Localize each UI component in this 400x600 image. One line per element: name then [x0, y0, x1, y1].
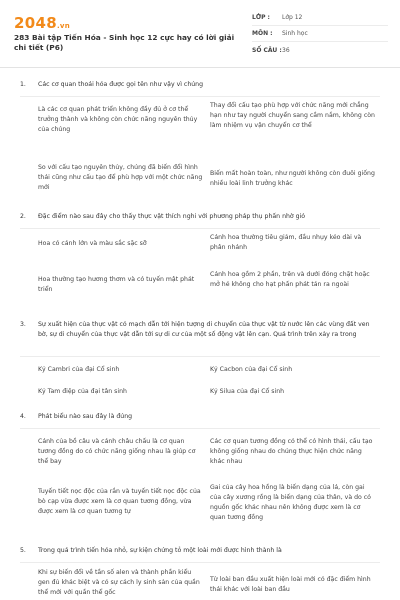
option-c[interactable]: Kỷ Tam điệp của đại tân sinh	[38, 388, 127, 395]
option-b[interactable]: Cánh hoa thường tiêu giảm, đầu nhụy kéo dài và phân nhánh	[210, 234, 362, 251]
question-text: Các cơ quan thoái hóa được gọi tên như vậy vì chúng	[38, 81, 204, 88]
meta-value: 36	[282, 46, 290, 54]
option-a[interactable]: Kỷ Cambri của đại Cổ sinh	[38, 366, 120, 373]
option-a[interactable]: Là các cơ quan phát triển không đầy đủ ở cơ thể trưởng thành và không còn chức năng nguyên thủy của chúng	[38, 106, 198, 133]
meta-row-count	[252, 42, 388, 58]
meta-key: MÔN :	[252, 30, 273, 37]
meta-table	[252, 10, 388, 58]
logo-suffix: .vn	[56, 22, 71, 30]
logo-text: 2048	[14, 14, 57, 32]
option-b[interactable]: Các cơ quan tương đồng có thể có hình thái, cấu tạo không giống nhau do chúng thực hiện chức năng khác nhau	[210, 438, 373, 465]
options-grid	[20, 562, 380, 600]
question-number: 5.	[20, 547, 26, 554]
options-grid	[20, 228, 380, 320]
option-c[interactable]: Tuyến tiết nọc độc của rắn và tuyến tiết nọc độc của bò cạp vừa được xem là cơ quan tương đồng, vừa được xem là cơ quan tương tự	[38, 488, 201, 515]
document-header	[0, 0, 400, 68]
question-text: Phát biểu nào sau đây là đúng	[38, 413, 133, 420]
option-b[interactable]: Từ loài ban đầu xuất hiện loài mới có đặc điểm hình thái khác với loài ban đầu	[210, 576, 371, 593]
question-number: 3.	[20, 321, 26, 328]
meta-value: Sinh học	[282, 30, 308, 37]
options-grid	[20, 428, 380, 560]
options-grid	[20, 96, 380, 224]
meta-key: SỐ CÂU :	[252, 46, 282, 54]
option-c[interactable]: Hoa thường tạo hương thơm và có tuyến mật phát triển	[38, 276, 195, 293]
question-text: Trong quá trình tiến hóa nhỏ, sự kiện chứng tỏ một loài mới được hình thành là	[38, 547, 282, 554]
option-a[interactable]: Cánh của bồ câu và cánh châu chấu là cơ quan tương đồng do có chức năng giống nhau là giúp cơ thể bay	[38, 438, 196, 465]
option-a[interactable]: Khi sự biến đổi về tần số alen và thành phần kiểu gen đủ khác biệt và có sự cách ly sinh sản của quần thể mới với quần thể gốc	[38, 569, 200, 596]
option-b[interactable]: Thay đổi cấu tạo phù hợp với chức năng mới chẳng hạn như tay người chuyển sang cầm nắm, không còn làm nhiệm vụ vận chuyển cơ thể	[210, 102, 375, 129]
meta-row-subject	[252, 26, 388, 42]
question-number: 2.	[20, 213, 26, 220]
option-d[interactable]: Gai của cây hoa hồng là biến dạng của lá, còn gai của cây xương rồng là biến dạng của thân, và do có nguồn gốc khác nhau nên không được xem là cơ quan tương đồng	[210, 484, 371, 521]
option-b[interactable]: Kỷ Cacbon của đại Cổ sinh	[210, 366, 293, 373]
question-number: 4.	[20, 413, 26, 420]
option-c[interactable]: So với cấu tạo nguyên thủy, chúng đã biến đổi hình thái cũng như cấu tạo để phù hợp với một chức năng mới	[38, 164, 203, 191]
question-text: Sự xuất hiện của thực vật có mạch dẫn tới hiện tượng di chuyển của thực vật từ nước lên các vùng đất ven bờ, sự di chuyển của thực vật dẫn tới sự di cư của một số động vật lên cạn. Quá trình trên xảy ra trong	[38, 321, 370, 338]
question-text: Đặc điểm nào sau đây cho thấy thực vật thích nghi với phương pháp thụ phấn nhờ gió	[38, 213, 306, 220]
question-number: 1.	[20, 81, 26, 88]
option-a[interactable]: Hoa có cánh lớn và màu sắc sặc sỡ	[38, 240, 147, 247]
options-grid	[20, 356, 380, 410]
option-d[interactable]: Cánh hoa gồm 2 phần, trên và dưới đóng chặt hoặc mở hé không cho hạt phấn phát tán ra ngoài	[210, 271, 370, 288]
site-logo[interactable]	[14, 14, 70, 32]
option-d[interactable]: Biến mất hoàn toàn, như người không còn đuôi giống nhiều loài linh trưởng khác	[210, 170, 375, 187]
option-d[interactable]: Kỷ Silua của đại Cổ sinh	[210, 388, 285, 395]
document-title: 283 Bài tập Tiến Hóa - Sinh học 12 cực hay có lời giải chi tiết (P6)	[14, 33, 235, 52]
meta-key: LỚP :	[252, 14, 270, 21]
meta-value: Lớp 12	[282, 14, 303, 21]
meta-row-grade	[252, 10, 388, 26]
